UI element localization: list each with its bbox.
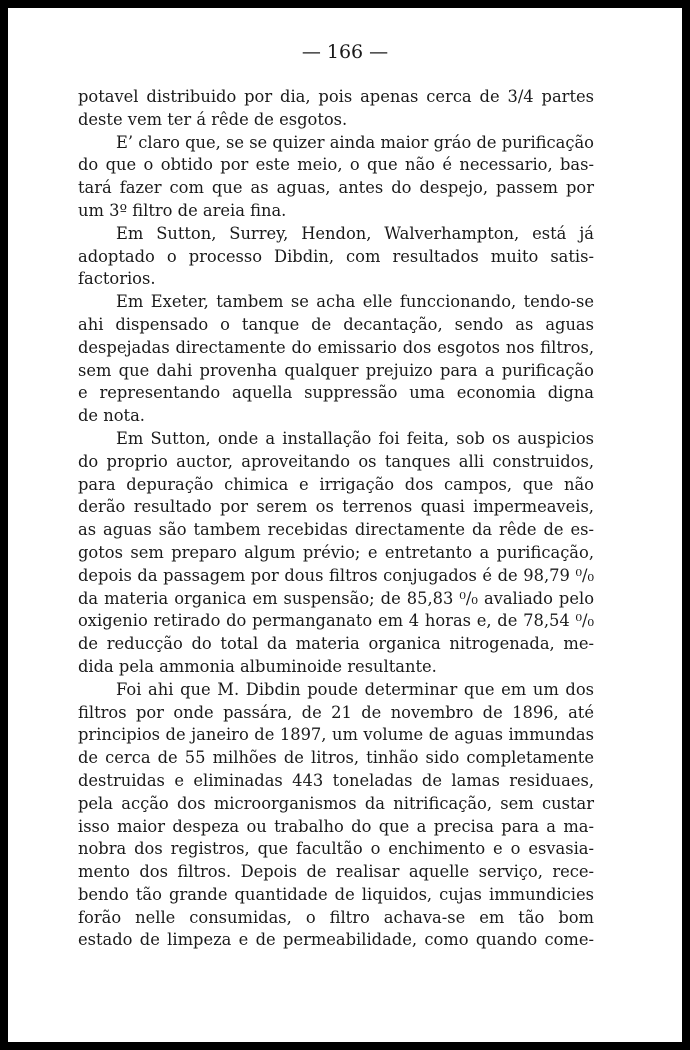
text-line: potavel distribuido por dia, pois apenas cerca de 3/4 partes xyxy=(78,87,594,106)
text-line: do que o obtido por este meio, o que não é necessario, bas- xyxy=(78,155,594,175)
text-line: deste vem ter á rêde de esgotos. xyxy=(78,109,348,129)
text-line: do proprio auctor, aproveitando os tanques alli construidos, xyxy=(78,451,594,471)
text-line: e representando aquella suppressão uma economia digna xyxy=(78,383,594,403)
text-line: oxigenio retirado do permanganato em 4 horas e, de 78,54 ⁰/₀ xyxy=(78,611,594,631)
text-line: ahi dispensado o tanque de decantação, sendo as aguas xyxy=(78,314,594,334)
text-line: E’ claro que, se se quizer ainda maior gráo de purificação xyxy=(116,132,594,152)
text-line: principios de janeiro de 1897, um volume de aguas immundas xyxy=(78,725,594,745)
text-line: de cerca de 55 milhões de litros, tinhão sido completamente xyxy=(78,748,594,768)
text-line: adoptado o processo Dibdin, com resultados muito satis- xyxy=(78,246,594,266)
text-line: Foi ahi que M. Dibdin poude determinar que em um dos xyxy=(116,679,594,699)
text-line: mento dos filtros. Depois de realisar aquelle serviço, rece- xyxy=(78,862,594,882)
text-line: sem que dahi provenha qualquer prejuizo para a purificação xyxy=(78,360,594,380)
text-line: pela acção dos microorganismos da nitrificação, sem custar xyxy=(78,793,594,813)
text-line: nobra dos registros, que facultão o enchimento e o esvasia- xyxy=(78,839,594,859)
text-line: dida pela ammonia albuminoide resultante. xyxy=(78,656,437,676)
text-line: depois da passagem por dous filtros conjugados é de 98,79 ⁰/₀ xyxy=(78,565,594,585)
text-line: estado de limpeza e de permeabilidade, como quando come- xyxy=(78,930,594,950)
text-line: da materia organica em suspensão; de 85,83 ⁰/₀ avaliado pelo xyxy=(78,588,594,608)
text-line: Em Sutton, onde a installação foi feita, sob os auspicios xyxy=(116,428,594,448)
text-line: filtros por onde passára, de 21 de novembro de 1896, até xyxy=(78,702,594,722)
text-line: gotos sem preparo algum prévio; e entretanto a purificação, xyxy=(78,542,594,562)
text-line: tará fazer com que as aguas, antes do despejo, passem por xyxy=(78,178,594,198)
text-line: forão nelle consumidas, o filtro achava-se em tão bom xyxy=(78,907,594,927)
text-line: um 3º filtro de areia fina. xyxy=(78,200,287,220)
text-line: Em Sutton, Surrey, Hendon, Walverhampton, está já xyxy=(116,223,594,243)
text-line: derão resultado por serem os terrenos quasi impermeaveis, xyxy=(78,497,594,517)
text-line: factorios. xyxy=(78,269,156,289)
text-line: Em Exeter, tambem se acha elle funccionando, tendo-se xyxy=(116,292,594,312)
text-line: de reducção do total da materia organica nitrogenada, me- xyxy=(78,634,594,654)
text-line: de nota. xyxy=(78,406,145,426)
page-number: — 166 — xyxy=(301,41,389,63)
text-line: as aguas são tambem recebidas directamente da rêde de es- xyxy=(78,520,594,540)
text-line: para depuração chimica e irrigação dos campos, que não xyxy=(78,474,594,494)
text-line: bendo tão grande quantidade de liquidos, cujas immundicies xyxy=(78,884,594,904)
text-line: destruidas e eliminadas 443 toneladas de lamas residuaes, xyxy=(78,770,594,790)
body-text xyxy=(78,86,594,952)
text-line: isso maior despeza ou trabalho do que a precisa para a ma- xyxy=(78,816,594,836)
text-line: despejadas directamente do emissario dos esgotos nos filtros, xyxy=(78,337,594,357)
